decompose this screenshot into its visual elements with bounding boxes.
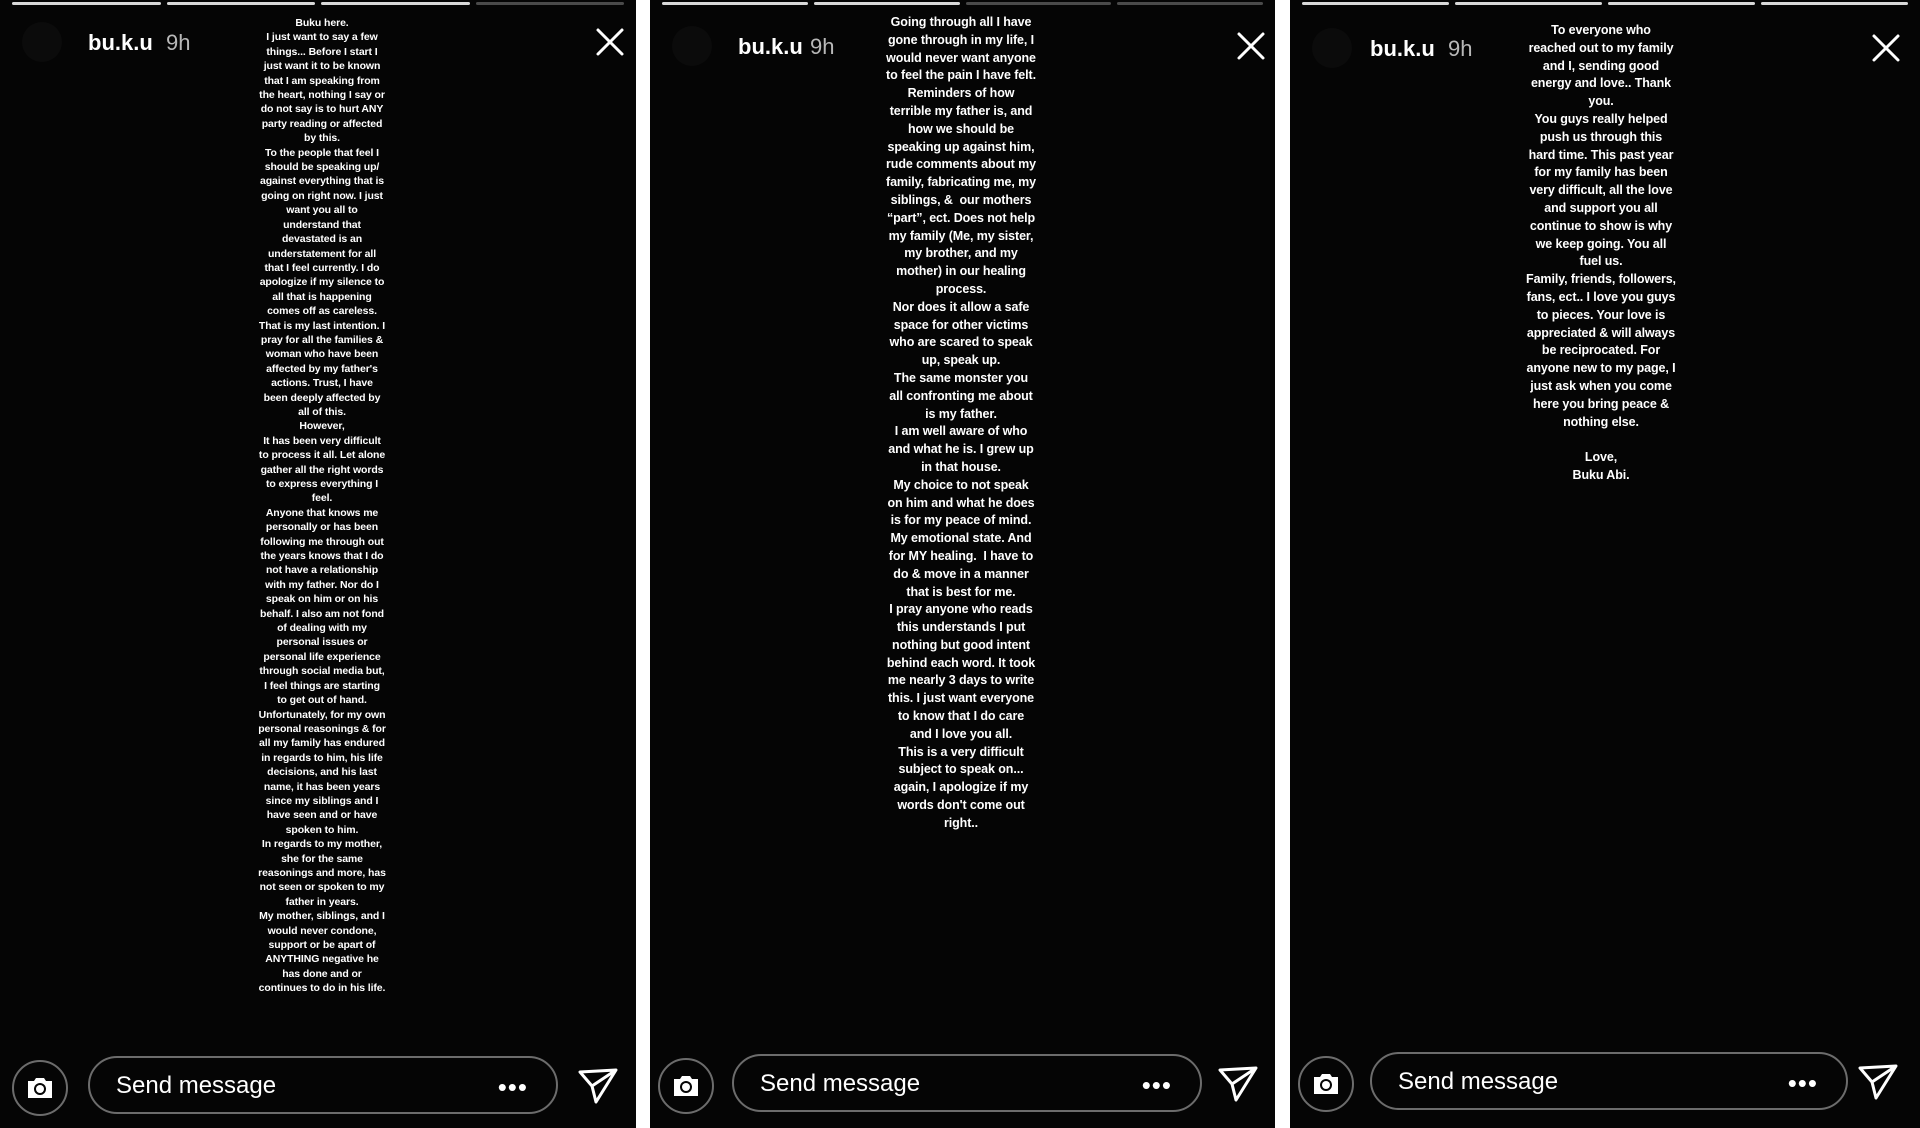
close-icon[interactable] <box>592 24 628 60</box>
camera-button[interactable] <box>658 1058 714 1114</box>
progress-segment <box>1117 2 1263 5</box>
story-panel-3 <box>1290 0 1920 1128</box>
story-footer <box>1290 1052 1920 1116</box>
message-input[interactable] <box>88 1056 558 1114</box>
story-text: Buku here. I just want to say a few things... Before I start I just want it to be known that I am speaking from the heart, nothing I say or do not say is to hurt ANY party reading or affected by this. To the people that feel I should be speaking up/ against everything that is going on right now. I just want you all to understand that devastated is an understatement for all that I feel currently. I do apologize if my silence to all that is happening comes off as careless. That is my last intention. I pray for all the families & woman who have been affected by my father's actions. Trust, I have been deeply affected by all of this. However, It has been very difficult to process it all. Let alone gather all the right words to express everything I feel. Anyone that knows me personally or has been following me through out the years knows that I do not have a relationship with my father. Nor do I speak on him or on his behalf. I also am not fond of dealing with my personal issues or personal life experience through social media but, I feel things are starting to get out of hand. Unfortunately, for my own personal reasonings & for all my family has endured in regards to him, his life decisions, and his last name, it has been years since my siblings and I have seen and or have spoken to him. In regards to my mother, she for the same reasonings and more, has not seen or spoken to my father in years. My mother, siblings, and I would never condone, support or be apart of ANYTHING negative he has done and or continues to do in his life. <box>258 17 386 995</box>
camera-icon <box>1311 1071 1341 1097</box>
avatar[interactable] <box>1312 28 1352 68</box>
progress-segment <box>167 2 316 5</box>
username[interactable]: bu.k.u <box>88 30 153 55</box>
story-panel-2 <box>650 0 1275 1128</box>
more-icon[interactable]: ••• <box>497 1072 528 1102</box>
close-icon[interactable] <box>1868 30 1904 66</box>
story-progress-bar <box>12 2 624 5</box>
message-placeholder: Send message <box>1398 1068 1559 1095</box>
more-icon[interactable]: ••• <box>1141 1070 1172 1100</box>
avatar[interactable] <box>672 26 712 66</box>
avatar[interactable] <box>22 22 62 62</box>
story-panel-1 <box>0 0 636 1128</box>
close-icon[interactable] <box>1233 28 1269 64</box>
username[interactable]: bu.k.u <box>1370 36 1435 61</box>
story-text: To everyone who reached out to my family and I, sending good energy and love.. Thank you. You guys really helped push us through this hard time. This past year for my family has been very difficult, all the love and support you all continue to show is why we keep going. You all fuel us. Family, friends, followers, fans, ect.. I love you guys to pieces. Your love is appreciated & will always be reciprocated. For anyone new to my page, I just ask when you come here you bring peace & nothing else. Love, Buku Abi. <box>1526 23 1676 482</box>
send-icon[interactable] <box>1216 1062 1260 1106</box>
camera-icon <box>671 1073 701 1099</box>
story-progress-bar <box>1302 2 1908 5</box>
send-icon[interactable] <box>1856 1060 1900 1104</box>
progress-segment <box>476 2 625 5</box>
progress-segment <box>1302 2 1449 5</box>
progress-segment <box>12 2 161 5</box>
message-input[interactable] <box>732 1054 1202 1112</box>
progress-segment <box>1761 2 1908 5</box>
message-placeholder: Send message <box>760 1070 921 1097</box>
message-input[interactable] <box>1370 1052 1848 1110</box>
story-footer <box>0 1056 636 1120</box>
progress-segment <box>814 2 960 5</box>
more-icon[interactable]: ••• <box>1787 1068 1818 1098</box>
camera-button[interactable] <box>12 1060 68 1116</box>
post-time: 9h <box>166 30 191 55</box>
progress-segment <box>1608 2 1755 5</box>
story-text: Going through all I have gone through in my life, I would never want anyone to feel the pain I have felt. Reminders of how terrible my father is, and how we should be speaking up against him, rude comments about my family, fabricating me, my siblings, & our mothers “part”, ect. Does not help my family (Me, my sister, my brother, and my mother) in our healing process. Nor does it allow a safe space for other victims who are scared to speak up, speak up. The same monster you all confronting me about is my father. I am well aware of who and what he is. I grew up in that house. My choice to not speak on him and what he does is for my peace of mind. My emotional state. And for MY healing. I have to do & move in a manner that is best for me. I pray anyone who reads this understands I put nothing but good intent behind each word. It took me nearly 3 days to write this. I just want everyone to know that I do care and I love you all. This is a very difficult subject to speak on... again, I apologize if my words don't come out right.. <box>886 15 1036 830</box>
story-progress-bar <box>662 2 1263 5</box>
progress-segment <box>321 2 470 5</box>
progress-segment <box>662 2 808 5</box>
post-time: 9h <box>1448 36 1473 61</box>
progress-segment <box>1455 2 1602 5</box>
progress-segment <box>966 2 1112 5</box>
camera-icon <box>25 1075 55 1101</box>
send-icon[interactable] <box>576 1064 620 1108</box>
story-footer <box>650 1054 1275 1118</box>
camera-button[interactable] <box>1298 1056 1354 1112</box>
post-time: 9h <box>810 34 835 59</box>
username[interactable]: bu.k.u <box>738 34 803 59</box>
message-placeholder: Send message <box>116 1072 277 1099</box>
